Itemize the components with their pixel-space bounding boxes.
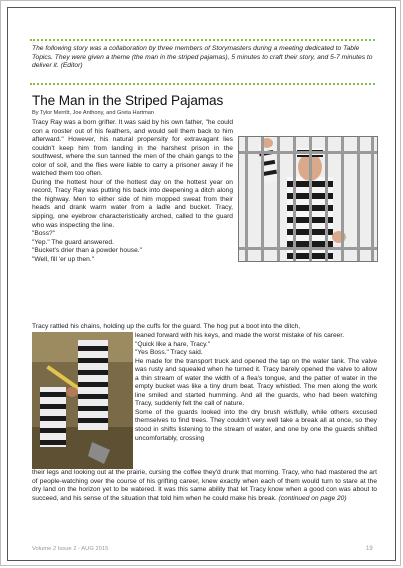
paragraph: Tracy Ray was a born grifter. It was said by his own father, "he could con a rooster out of his feathers, and would sell them back to him afterward." However, his natural propensity for extravagant lies couldn't keep him from landing in the harshest prison in the southwest, where the sun tanned the men of the chain gangs to the color of soil, and the flies were liable to carry a prisoner away if he watched them too often. (32, 119, 233, 178)
article-column-top (32, 119, 233, 264)
article-byline: By Tylor Merritt, Joe Anthony, and Greta Hartman (32, 110, 154, 116)
paragraph: During the hottest hour of the hottest day on the hottest year on record, Tracy Ray was putting his back into deepening a ditch along the highway. Men to either side of him mopped sweat from their heads and drank warm water from a ladle and bucket. Tracy, sipping, one eyebrow characteristically arched, called to the guard who was inspecting the line. (32, 178, 233, 229)
page-number: 19 (366, 546, 373, 552)
paragraph-text: their legs and looking out at the prairie, cursing the coffee they'd drunk that morning. Tracy, who had mastered the art of people-watching over the course of his grifting career, knew exactly when each of them would turn to stare at the dry land on the horizon yet to be watered. It was this same ability that let Tracy know when a good con was about to succeed, and his sense of the situation that told him when he could make his break. (32, 469, 377, 502)
paragraph: Tracy rattled his chains, holding up the cuffs for the guard. The hog put a boot into the ditch, (32, 323, 301, 330)
article-full-width-line (32, 323, 377, 332)
paragraph: "Yep." The guard answered. (32, 238, 114, 246)
paragraph (32, 469, 377, 503)
paragraph: Some of the guards looked into the dry brush wistfully, while others excused themselves to find trees. They couldn't very well take a break all at once, so they stood in shifts listening to the stream of water, and one by one the guards shifted uncomfortably, crossing (135, 408, 377, 442)
prisoner-behind-bars-image (238, 136, 378, 262)
bottom-dotted-divider (30, 83, 375, 85)
continued-link[interactable]: (continued on page 20) (278, 494, 347, 502)
paragraph: "Boss?" (32, 230, 56, 238)
paragraph: "Bucket's drier than a powder house." (32, 247, 142, 255)
paragraph: "Yes Boss." Tracy said. (135, 349, 203, 357)
article-column-bottom (32, 469, 377, 503)
chain-gang-photo (32, 332, 133, 469)
issue-info: Volume 2 Issue 2 - AUG 2015 (32, 546, 109, 552)
top-dotted-divider (30, 39, 375, 41)
paragraph: He made for the transport truck and opened the tap on the water tank. The valve was rusty and squealed when he turned it. Tracy barely opened the valve to allow a thin stream of water the width of a flea's tongue, and the patter of water in the empty bucket was like a tiny drum beat. Tracy whistled. The men along the work line smiled and started humming. And all the guards, who had been watching Tracy, suddenly felt the call of nature. (135, 357, 377, 408)
article-column-right (135, 332, 377, 443)
editor-intro: The following story was a collaboration by three members of Storymasters during a meeting dedicated to Table Topics. They were given a theme (the man in the striped pajamas), 5 minutes to craft their story, and 5-7 minutes to deliver it. (Editor) (32, 45, 373, 70)
article-title: The Man in the Striped Pajamas (32, 93, 224, 108)
paragraph: leaned forward with his keys, and made the worst mistake of his career. (135, 332, 345, 339)
paragraph: "Quick like a hare, Tracy." (135, 340, 211, 348)
paragraph: "Well, fill 'er up then." (32, 255, 95, 263)
